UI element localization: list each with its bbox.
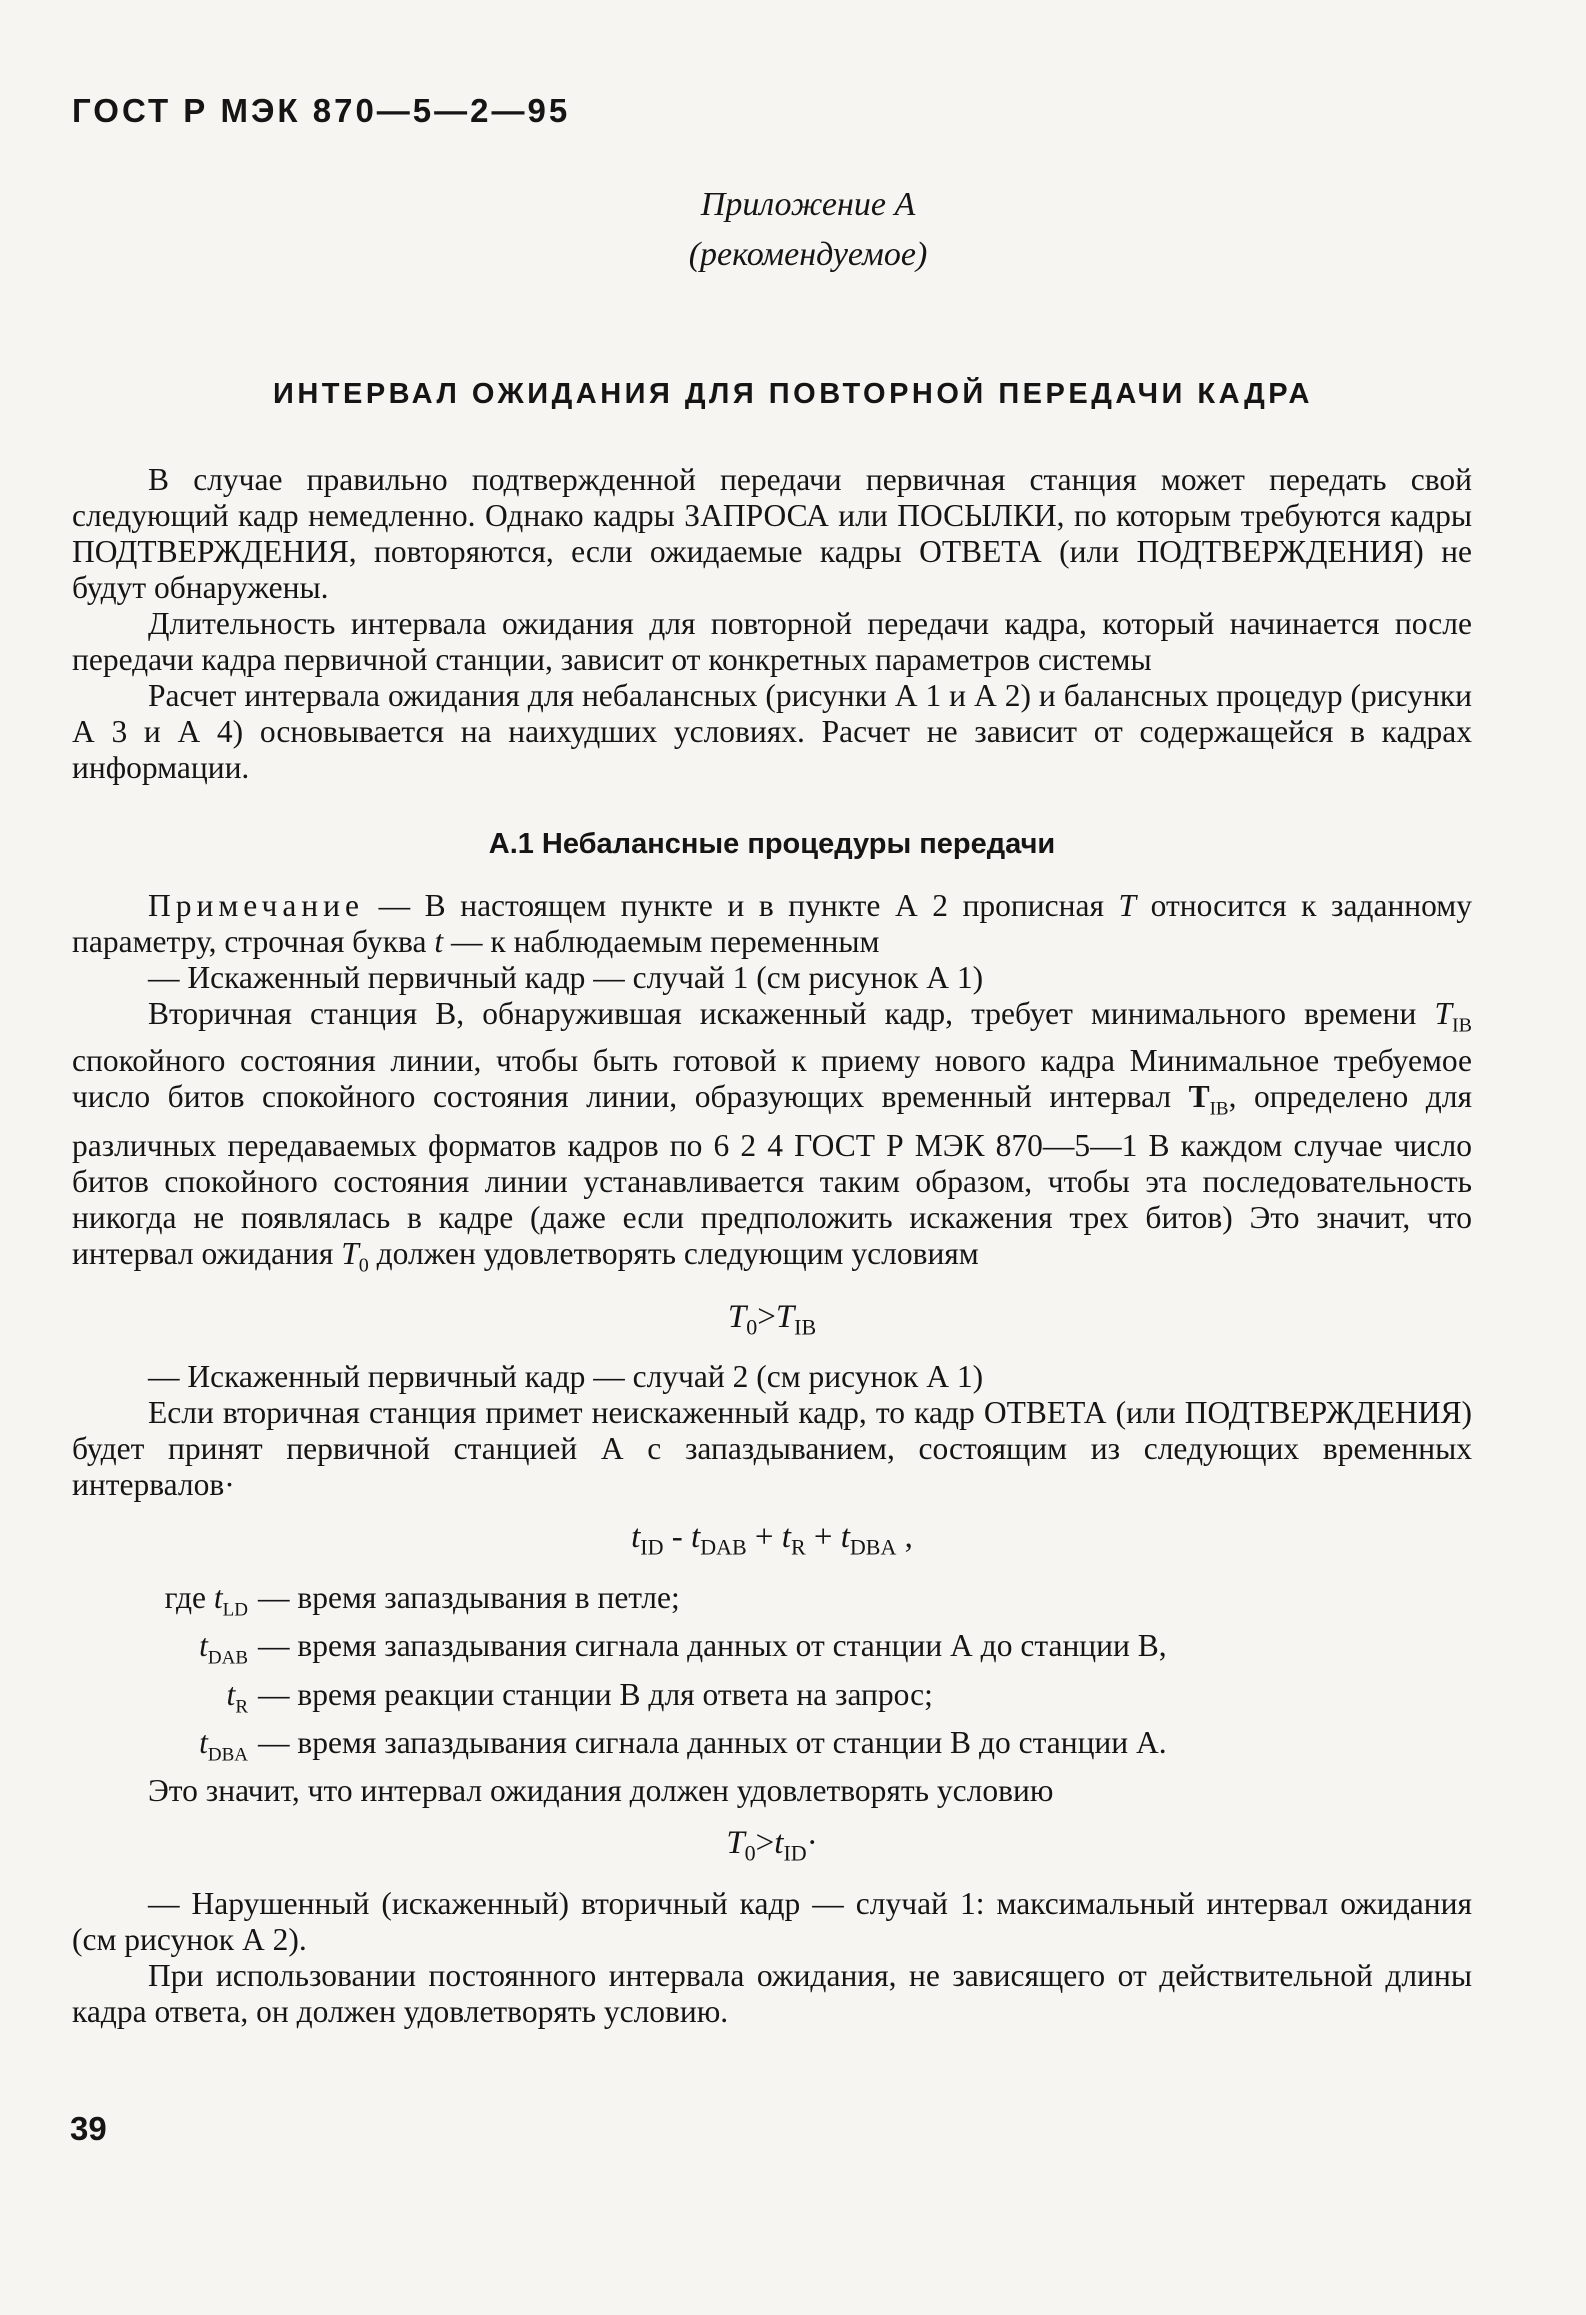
symbol: t (434, 924, 444, 959)
symbol: $T_{IB}$ (1434, 996, 1472, 1037)
appendix-label: Приложение А (700, 186, 916, 223)
formula: $T_0>t_{ID}\cdot$ (726, 1825, 818, 1866)
case-title: — Искаженный первичный кадр — случай 1 (см рисунок А 1) (148, 960, 984, 995)
case-title: — Искаженный первичный кадр — случай 2 (см рисунок А 1) (148, 1359, 984, 1395)
formula: $T_0>T_{IB}$ (727, 1298, 817, 1340)
symbol: $T_0$ (341, 1235, 369, 1276)
symbol: T (1118, 888, 1137, 923)
definition-item: $t_R$ — время реакции станции В для ответа на запрос; (226, 1676, 933, 1717)
paragraph: Это значит, что интервал ожидания должен удовлетворять условию (148, 1773, 1054, 1809)
page-number: 39 (70, 2110, 107, 2147)
note-paragraph: Примечание — В настоящем пункте и в пункте А 2 прописная T относится к заданному параметру, строчная буква t — к наблюдаемым переменным (72, 888, 1472, 959)
case-title: — Нарушенный (искаженный) вторичный кадр — случай 1: максимальный интервал ожидания (см рисунок А 2). (72, 1885, 1472, 1957)
note-label: Примечание (148, 888, 365, 923)
definition-item: $t_{DAB}$ — время запаздывания сигнала данных от станции А до станции В, (199, 1628, 1167, 1669)
paragraph: Расчет интервала ожидания для небалансных (рисунки А 1 и А 2) и балансных процедур (рисунки А 3 и А 4) основывается на наихудших условиях. Расчет не зависит от содержащейся в кадрах информации. (72, 678, 1472, 785)
body-text (72, 462, 1472, 2030)
appendix-label-block (0, 180, 1586, 280)
definitions-list (72, 1580, 1472, 1773)
definition-item: $t_{DBA}$ — время запаздывания сигнала данных от станции В до станции А. (199, 1724, 1167, 1766)
standard-header: ГОСТ Р МЭК 870—5—2—95 (72, 92, 571, 129)
page-title: ИНТЕРВАЛ ОЖИДАНИЯ ДЛЯ ПОВТОРНОЙ ПЕРЕДАЧИ КАДРА (272, 378, 1313, 410)
definition-item: где $t_{LD}$ — время запаздывания в петле; (164, 1580, 680, 1621)
paragraph: Вторичная станция В, обнаружившая искаженный кадр, требует минимального времени $T_{IB}$ спокойного состояния линии, чтобы быть готовой к приему нового кадра Минимальное требуемое число битов спокойного состояния линии, образующих временный интервал $T_{IB}$, определено для различных передаваемых форматов кадров по 6 2 4 ГОСТ Р МЭК 870—5—1 В каждом случае число битов спокойного состояния линии устанавливается таким образом, чтобы эта последовательность никогда не появлялась в кадре (даже если предположить искажения трех битов) Это значит, что интервал ожидания $T_0$ должен удовлетворять следующим условиям (72, 996, 1472, 1276)
formula: $t_{ID} - t_{DAB} + t_R + t_{DBA}$ , (631, 1519, 913, 1561)
paragraph: Если вторичная станция примет неискаженный кадр, то кадр ОТВЕТА (или ПОДТВЕРЖДЕНИЯ) будет принят первичной станцией А с запаздыванием, состоящим из следующих временных интервалов· (72, 1395, 1472, 1503)
appendix-type: (рекомендуемое) (688, 236, 928, 273)
paragraph: В случае правильно подтвержденной передачи первичная станция может передать свой следующий кадр немедленно. Однако кадры ЗАПРОСА или ПОСЫЛКИ, по которым требуются кадры ПОДТВЕРЖДЕНИЯ, повторяются, если ожидаемые кадры ОТВЕТА (или ПОДТВЕРЖДЕНИЯ) не будут обнаружены. (72, 462, 1472, 605)
paragraph: При использовании постоянного интервала ожидания, не зависящего от действительной длины кадра ответа, он должен удовлетворять условию. (72, 1957, 1472, 2029)
paragraph: Длительность интервала ожидания для повторной передачи кадра, который начинается после передачи кадра первичной станции, зависит от конкретных параметров системы (72, 606, 1472, 677)
symbol: $T_{IB}$ (1188, 1079, 1229, 1120)
section-heading: А.1 Небалансные процедуры передачи (488, 828, 1056, 860)
